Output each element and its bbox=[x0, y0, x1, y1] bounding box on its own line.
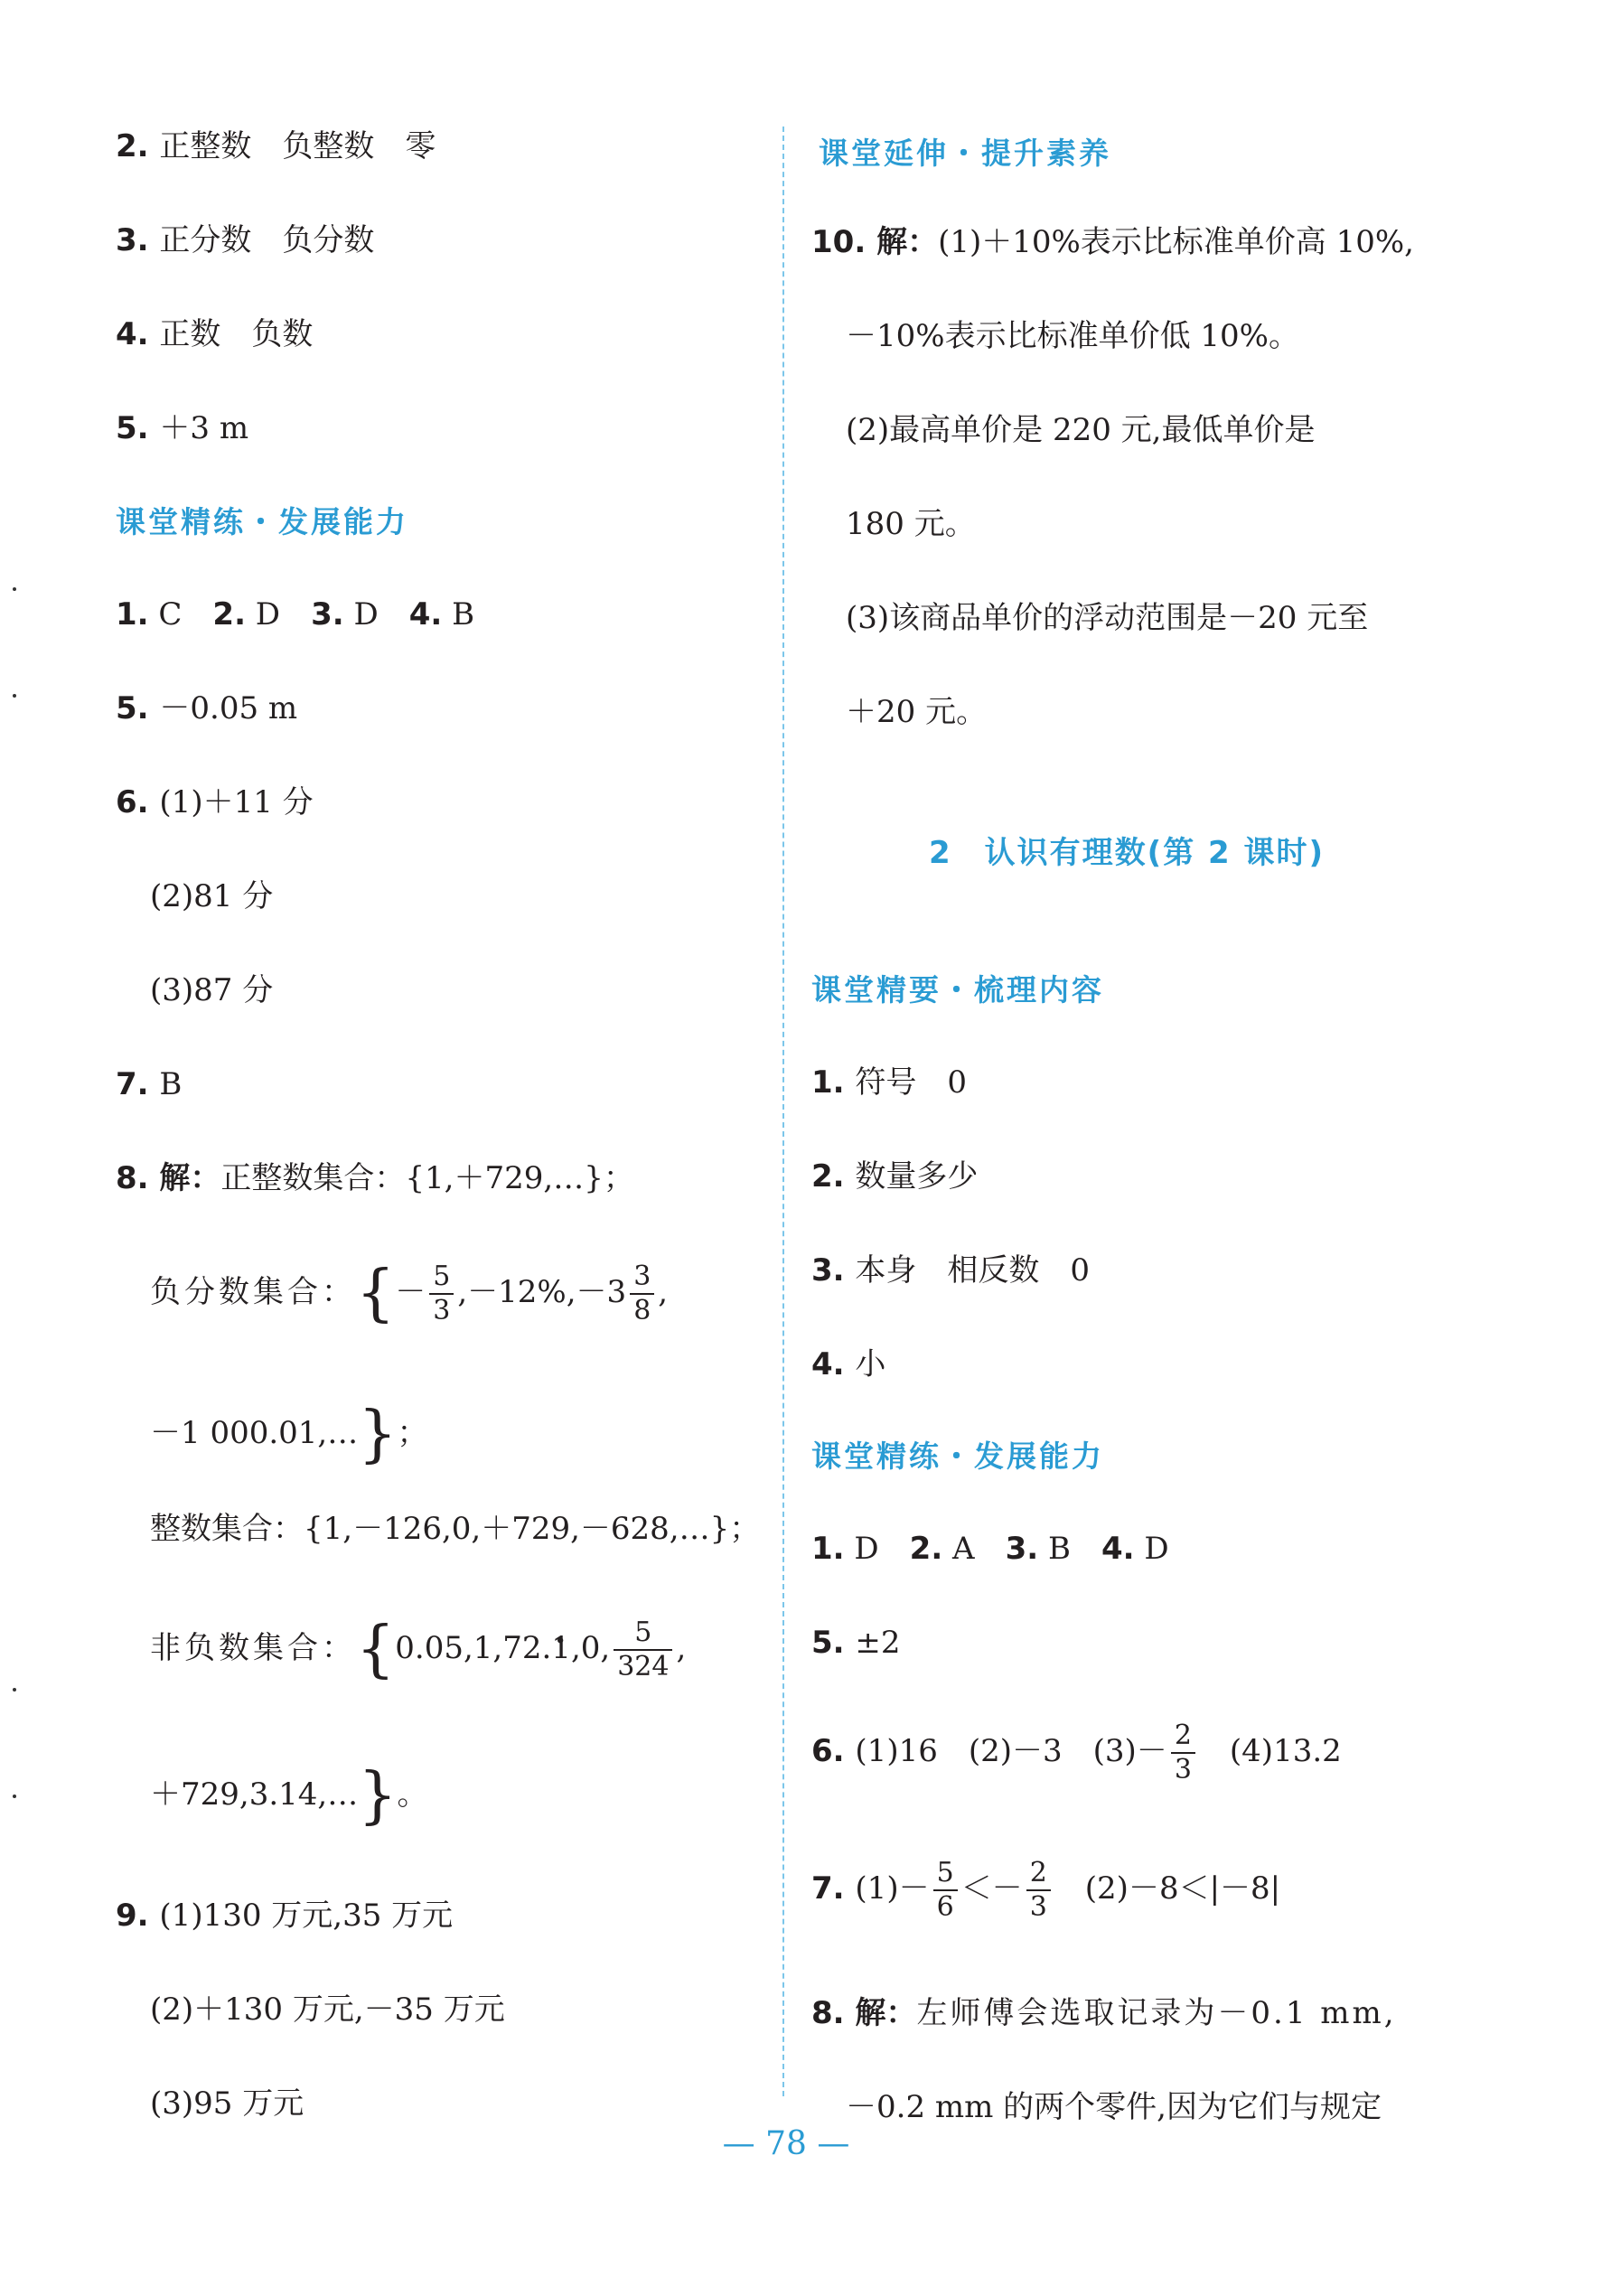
answer-3: 3. 正分数 负分数 bbox=[116, 222, 375, 258]
answer-6-2: (2)81 分 bbox=[150, 878, 274, 914]
answer-d8-line2: －0.2 mm 的两个零件,因为它们与规定 bbox=[846, 2089, 1382, 2125]
lesson-title: 2 认识有理数(第 2 课时) bbox=[929, 835, 1326, 871]
answer-d8: 8. 解：左师傅会选取记录为－0.1 mm, bbox=[811, 1995, 1397, 2031]
answer-c2: 2. 数量多少 bbox=[811, 1158, 979, 1195]
page-number: — 78 — bbox=[722, 2125, 850, 2162]
answer-row-1-4: 1. C 2. D 3. D 4. B bbox=[116, 596, 475, 633]
section-heading: 课堂延伸・提升素养 bbox=[819, 136, 1111, 171]
answer-5: 5. ＋3 m bbox=[116, 410, 249, 446]
right-brace: } bbox=[358, 1760, 398, 1832]
answer-10-line3: (2)最高单价是 220 元,最低单价是 bbox=[846, 412, 1316, 448]
fraction: $\frac{2}{3}$ bbox=[1026, 1857, 1051, 1924]
margin-mark bbox=[13, 694, 16, 698]
answer-row-d1-d4: 1. D 2. A 3. B 4. D bbox=[811, 1531, 1169, 1567]
negative-fraction-set: 负分数集合：{－ $\frac{5}{3}$ ,－12%,－3 $\frac{3}{8}$ , bbox=[150, 1258, 669, 1329]
answer-2: 2. 正整数 负整数 零 bbox=[116, 128, 436, 164]
answer-9-2: (2)＋130 万元,－35 万元 bbox=[150, 1991, 505, 2028]
answer-4: 4. 正数 负数 bbox=[116, 316, 314, 352]
fraction: $\frac{5}{324}$ bbox=[614, 1617, 672, 1683]
answer-d5: 5. ±2 bbox=[811, 1625, 901, 1661]
answer-10-line4: 180 元。 bbox=[846, 506, 976, 542]
answer-c3: 3. 本身 相反数 0 bbox=[811, 1252, 1091, 1289]
answer-10-line2: －10%表示比标准单价低 10%。 bbox=[846, 318, 1299, 354]
answer-d6: 6. (1)16 (2)－3 (3)－ $\frac{2}{3}$ (4)13.2 bbox=[811, 1720, 1342, 1785]
answer-6: 6. (1)＋11 分 bbox=[116, 784, 314, 820]
answer-10-line5: (3)该商品单价的浮动范围是－20 元至 bbox=[846, 600, 1369, 636]
margin-mark bbox=[13, 1688, 16, 1692]
left-brace: { bbox=[356, 1614, 396, 1685]
answer-9-3: (3)95 万元 bbox=[150, 2085, 304, 2122]
answer-d7: 7. (1)－ $\frac{5}{6}$ ＜－ $\frac{2}{3}$ (2)－8＜|－8| bbox=[811, 1857, 1281, 1923]
margin-mark bbox=[13, 587, 16, 591]
answer-10: 10. 解：(1)＋10%表示比标准单价高 10%, bbox=[811, 224, 1414, 260]
fraction: $\frac{5}{3}$ bbox=[429, 1260, 454, 1327]
answer-c1: 1. 符号 0 bbox=[811, 1064, 968, 1101]
section-heading: 课堂精练・发展能力 bbox=[811, 1439, 1104, 1474]
section-heading: 课堂精练・发展能力 bbox=[116, 504, 408, 539]
answer-8: 8. 解：正整数集合：{1,＋729,…}； bbox=[116, 1160, 634, 1196]
right-brace: } bbox=[358, 1399, 398, 1470]
integer-set: 整数集合：{1,－126,0,＋729,－628,…}； bbox=[150, 1511, 761, 1547]
nonnegative-set: 非负数集合：{0.05,1,72.· 1,0, $\frac{5}{324}$ , bbox=[150, 1612, 686, 1684]
repeating-decimal-digit: · 1 bbox=[551, 1630, 571, 1666]
answer-9: 9. (1)130 万元,35 万元 bbox=[116, 1898, 454, 1934]
negative-fraction-set-cont: －1 000.01,…}； bbox=[150, 1399, 428, 1470]
fraction: $\frac{2}{3}$ bbox=[1171, 1720, 1195, 1786]
margin-mark bbox=[13, 1795, 16, 1798]
fraction: $\frac{5}{6}$ bbox=[933, 1857, 958, 1924]
answer-5b: 5. －0.05 m bbox=[116, 690, 298, 726]
section-heading: 课堂精要・梳理内容 bbox=[811, 972, 1104, 1007]
answer-6-3: (3)87 分 bbox=[150, 972, 274, 1008]
nonnegative-set-cont: ＋729,3.14,…}。 bbox=[150, 1760, 428, 1832]
answer-10-line6: ＋20 元。 bbox=[846, 694, 988, 730]
left-brace: { bbox=[356, 1258, 396, 1329]
answer-7: 7. B bbox=[116, 1066, 183, 1102]
column-divider bbox=[782, 127, 784, 2096]
answer-c4: 4. 小 bbox=[811, 1346, 886, 1382]
fraction: $\frac{3}{8}$ bbox=[630, 1260, 654, 1327]
